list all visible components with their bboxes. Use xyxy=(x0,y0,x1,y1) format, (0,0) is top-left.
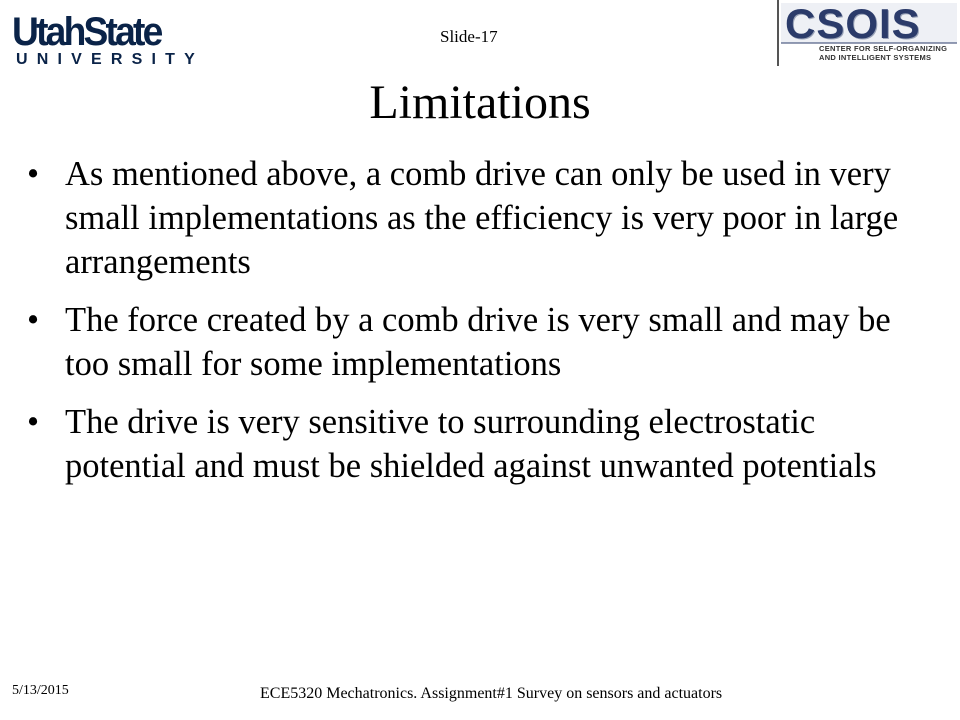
bullet-list xyxy=(27,152,937,502)
csois-logo-subtitle xyxy=(819,44,947,62)
bullet-item xyxy=(27,152,937,284)
csois-logo xyxy=(777,0,960,66)
bullet-dot: • xyxy=(27,403,40,441)
usu-logo-word: UtahState xyxy=(12,10,161,54)
utah-state-university-logo xyxy=(12,10,205,70)
bullet-dot: • xyxy=(27,155,40,193)
bullet-dot: • xyxy=(27,301,40,339)
usu-logo-subtitle: UNIVERSITY xyxy=(16,51,205,68)
footer-course-text: ECE5320 Mechatronics. Assignment#1 Survey on sensors and actuators xyxy=(260,685,723,702)
bullet-text: The drive is very sensitive to surrounding electrostatic potential and must be shielded against unwanted potentials xyxy=(65,403,877,485)
csois-logo-word: CSOIS xyxy=(785,0,921,47)
slide-number: Slide-17 xyxy=(440,27,498,46)
csois-subtitle-line-2: AND INTELLIGENT SYSTEMS xyxy=(819,53,932,62)
bullet-text: The force created by a comb drive is very small and may be too small for some implementations xyxy=(65,301,891,383)
bullet-item xyxy=(27,298,937,386)
footer-date: 5/13/2015 xyxy=(12,683,69,698)
bullet-text: As mentioned above, a comb drive can only be used in very small implementations as the efficiency is very poor in large arrangements xyxy=(65,155,899,281)
csois-subtitle-line-1: CENTER FOR SELF-ORGANIZING xyxy=(819,44,948,53)
slide-title: Limitations xyxy=(369,76,591,129)
bullet-item xyxy=(27,400,937,488)
